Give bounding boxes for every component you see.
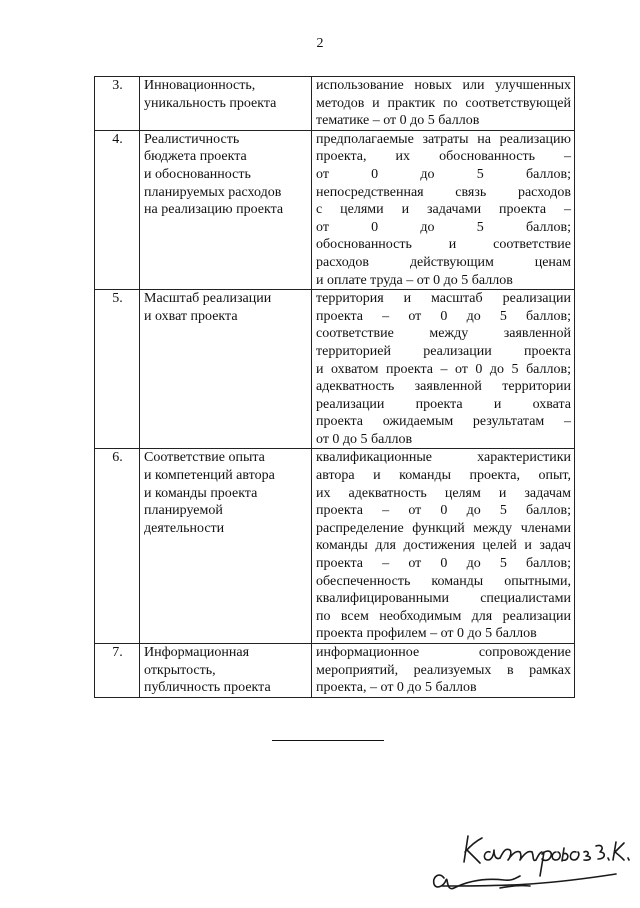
criterion-description-line: расходов действующим ценам (316, 254, 571, 270)
criterion-name-line: планируемой (144, 503, 223, 519)
row-number: 4. (95, 130, 140, 289)
row-number: 7. (95, 644, 140, 698)
criterion-name-line: Инновационность, (144, 78, 256, 93)
criterion-description (312, 77, 575, 131)
row-number: 3. (95, 77, 140, 131)
criterion-name-line: уникальность проекта (144, 95, 277, 111)
criterion-description (312, 130, 575, 289)
table-row (95, 77, 575, 131)
criterion-description-line: реализации проекта и охвата (316, 396, 571, 412)
handwritten-signature (420, 828, 635, 903)
criterion-description-line: мероприятий, реализуемых в рамках (316, 662, 571, 678)
criterion-description-line: проекта профилем – от 0 до 5 баллов (316, 626, 537, 642)
criterion-name-line: планируемых расходов (144, 184, 282, 200)
page-number: 2 (316, 36, 324, 51)
criterion-description (312, 644, 575, 698)
criterion-name-line: и компетенций автора (144, 468, 275, 484)
criterion-description-line: проекта, их обоснованность – (316, 149, 571, 165)
criterion-name-line: и обоснованность (144, 166, 251, 182)
criterion-description-line: их адекватность целям и задачам (316, 485, 571, 501)
criterion-description-line: проекта – от 0 до 5 баллов; (316, 503, 571, 519)
criterion-description-line: методов и практик по соответствующей (316, 95, 571, 111)
criterion-description-line: адекватность заявленной территории (316, 379, 571, 395)
criterion-name (140, 130, 312, 289)
row-number: 6. (95, 449, 140, 644)
criterion-description-line: использование новых или улучшенных (316, 78, 571, 93)
criterion-description-line: по всем необходимым для реализации (316, 608, 571, 624)
criterion-description-line: квалифицированными специалистами (316, 591, 571, 607)
criterion-name-line: и команды проекта (144, 485, 258, 501)
criterion-name-line: бюджета проекта (144, 149, 247, 165)
criterion-description-line: соответствие между заявленной (316, 326, 571, 342)
criterion-description-line: проекта – от 0 до 5 баллов; (316, 556, 571, 572)
criterion-description (312, 449, 575, 644)
criterion-name-line: и охват проекта (144, 308, 238, 324)
criterion-name-line: на реализацию проекта (144, 202, 284, 218)
criterion-description-line: проекта – от 0 до 5 баллов; (316, 308, 571, 324)
criterion-description-line: и оплате труда – от 0 до 5 баллов (316, 272, 513, 288)
criterion-description-line: от 0 до 5 баллов; (316, 219, 571, 235)
section-divider (272, 740, 384, 741)
criterion-description-line: информационное сопровождение (316, 645, 571, 660)
criterion-name-line: Информационная (144, 645, 250, 660)
criterion-description-line: непосредственная связь расходов (316, 184, 571, 200)
criteria-table (94, 76, 575, 698)
signature-icon (420, 828, 635, 903)
criterion-description-line: с целями и задачами проекта – (316, 202, 571, 218)
criterion-description-line: распределение функций между членами (316, 520, 571, 536)
criterion-description-line: территорией реализации проекта (316, 343, 571, 359)
criterion-description-line: обеспеченность команды опытными, (316, 573, 571, 589)
criterion-description-line: команды для достижения целей и задач (316, 538, 571, 554)
criterion-description-line: обоснованность и соответствие (316, 237, 571, 253)
criterion-name-line: Реалистичность (144, 131, 240, 147)
table-row (95, 130, 575, 289)
criteria-table-body (95, 77, 575, 698)
criterion-name-line: открытость, (144, 662, 216, 678)
criterion-description-line: проекта ожидаемым результатам – (316, 414, 571, 430)
criterion-name-line: Соответствие опыта (144, 450, 265, 466)
table-row (95, 644, 575, 698)
criterion-name-line: Масштаб реализации (144, 291, 272, 307)
criterion-name (140, 644, 312, 698)
criterion-description-line: автора и команды проекта, опыт, (316, 468, 571, 484)
criterion-name (140, 77, 312, 131)
table-row (95, 449, 575, 644)
criterion-description-line: и охватом проекта – от 0 до 5 баллов; (316, 361, 571, 377)
criterion-name-line: деятельности (144, 520, 225, 536)
criterion-description-line: территория и масштаб реализации (316, 291, 571, 307)
criterion-name-line: публичность проекта (144, 680, 271, 696)
criterion-description-line: от 0 до 5 баллов (316, 431, 413, 447)
criterion-description-line: тематике – от 0 до 5 баллов (316, 113, 480, 129)
criterion-name (140, 449, 312, 644)
row-number: 5. (95, 290, 140, 449)
table-row (95, 290, 575, 449)
criterion-description (312, 290, 575, 449)
criterion-description-line: квалификационные характеристики (316, 450, 571, 466)
criterion-description-line: проекта, – от 0 до 5 баллов (316, 680, 477, 696)
criterion-description-line: предполагаемые затраты на реализацию (316, 131, 571, 147)
criterion-name (140, 290, 312, 449)
criterion-description-line: от 0 до 5 баллов; (316, 166, 571, 182)
